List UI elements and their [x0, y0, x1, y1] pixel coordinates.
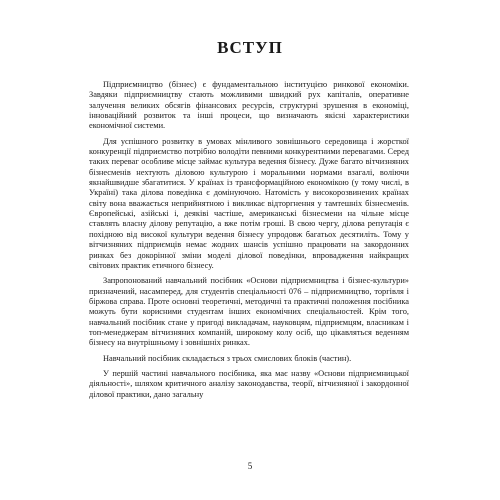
paragraph: Навчальний посібник складається з трьох смислових блоків (частин).	[103, 353, 352, 363]
paragraph: Запропонований навчальний посібник «Основи підприємництва і бізнес-культури» призначений, насамперед, для студентів спеціальності 076 – підприємництво, торгівля і біржова справа. Проте основні теоретичні, методичні та практичні положення посібника можуть бути корисними студентам інших економічних спеціальностей. Крім того, навчальний посібник стане у пригоді викладачам, науковцям, підприємцям, власникам і топ-менеджерам вітчизняних компаній, широкому колу осіб, що цікавляться веденням бізнесу на внутрішньому і зовнішніх ринках.	[89, 276, 409, 348]
body-text	[89, 80, 409, 405]
paragraph: Підприємництво (бізнес) є фундаментальною інституцією ринкової економіки. Завдяки підприємництву стають можливими швидкий рух капіталів, оперативне залучення великих обсягів фінансових ресурсів, структурні зрушення в економіці, інноваційний розвиток та інші процеси, що визначають якісні характеристики економічної системи.	[89, 80, 409, 131]
page-number: 5	[247, 461, 253, 471]
page-title: ВСТУП	[217, 38, 283, 57]
paragraph: Для успішного розвитку в умовах мінливого зовнішнього середовища і жорсткої конкуренції підприємство потрібно володіти певними конкурентними перевагами. Серед таких переваг особливе місце займає культура ведення бізнесу. Дуже багато вітчизняних бізнесменів нехтують діловою культурою і моральними нормами взагалі, воліючи якнайшвидше збагатитися. У країнах із трансформаційною економікою (у тому числі, в Україні) така ділова поведінка є домінуючою. Натомість у високорозвинених країнах світу вона вважається неприйнятною і викликає відторгнення у тамтешніх бізнесменів. Європейські, азійські і, деяківі частіше, американські бізнесмени на чільне місце ставлять власну ділову репутацію, а вже потім гроші. В свою чергу, ділова репутація є похідною від високої культури ведення бізнесу упродовж багатьох десятиліть. Тому у вітчизняних підприємців немає жодних шансів успішно працювати на закордонних ринках без докорінної зміни моделі ділової поведінки, впровадження найкращих світових практик етичного бізнесу.	[89, 136, 409, 270]
paragraph: У першій частині навчального посібника, яка має назву «Основи підприємницької діяльності», шляхом критичного аналізу законодавства, теорії, вітчизняної і закордонної ділової практики, дано загальну	[89, 368, 409, 399]
